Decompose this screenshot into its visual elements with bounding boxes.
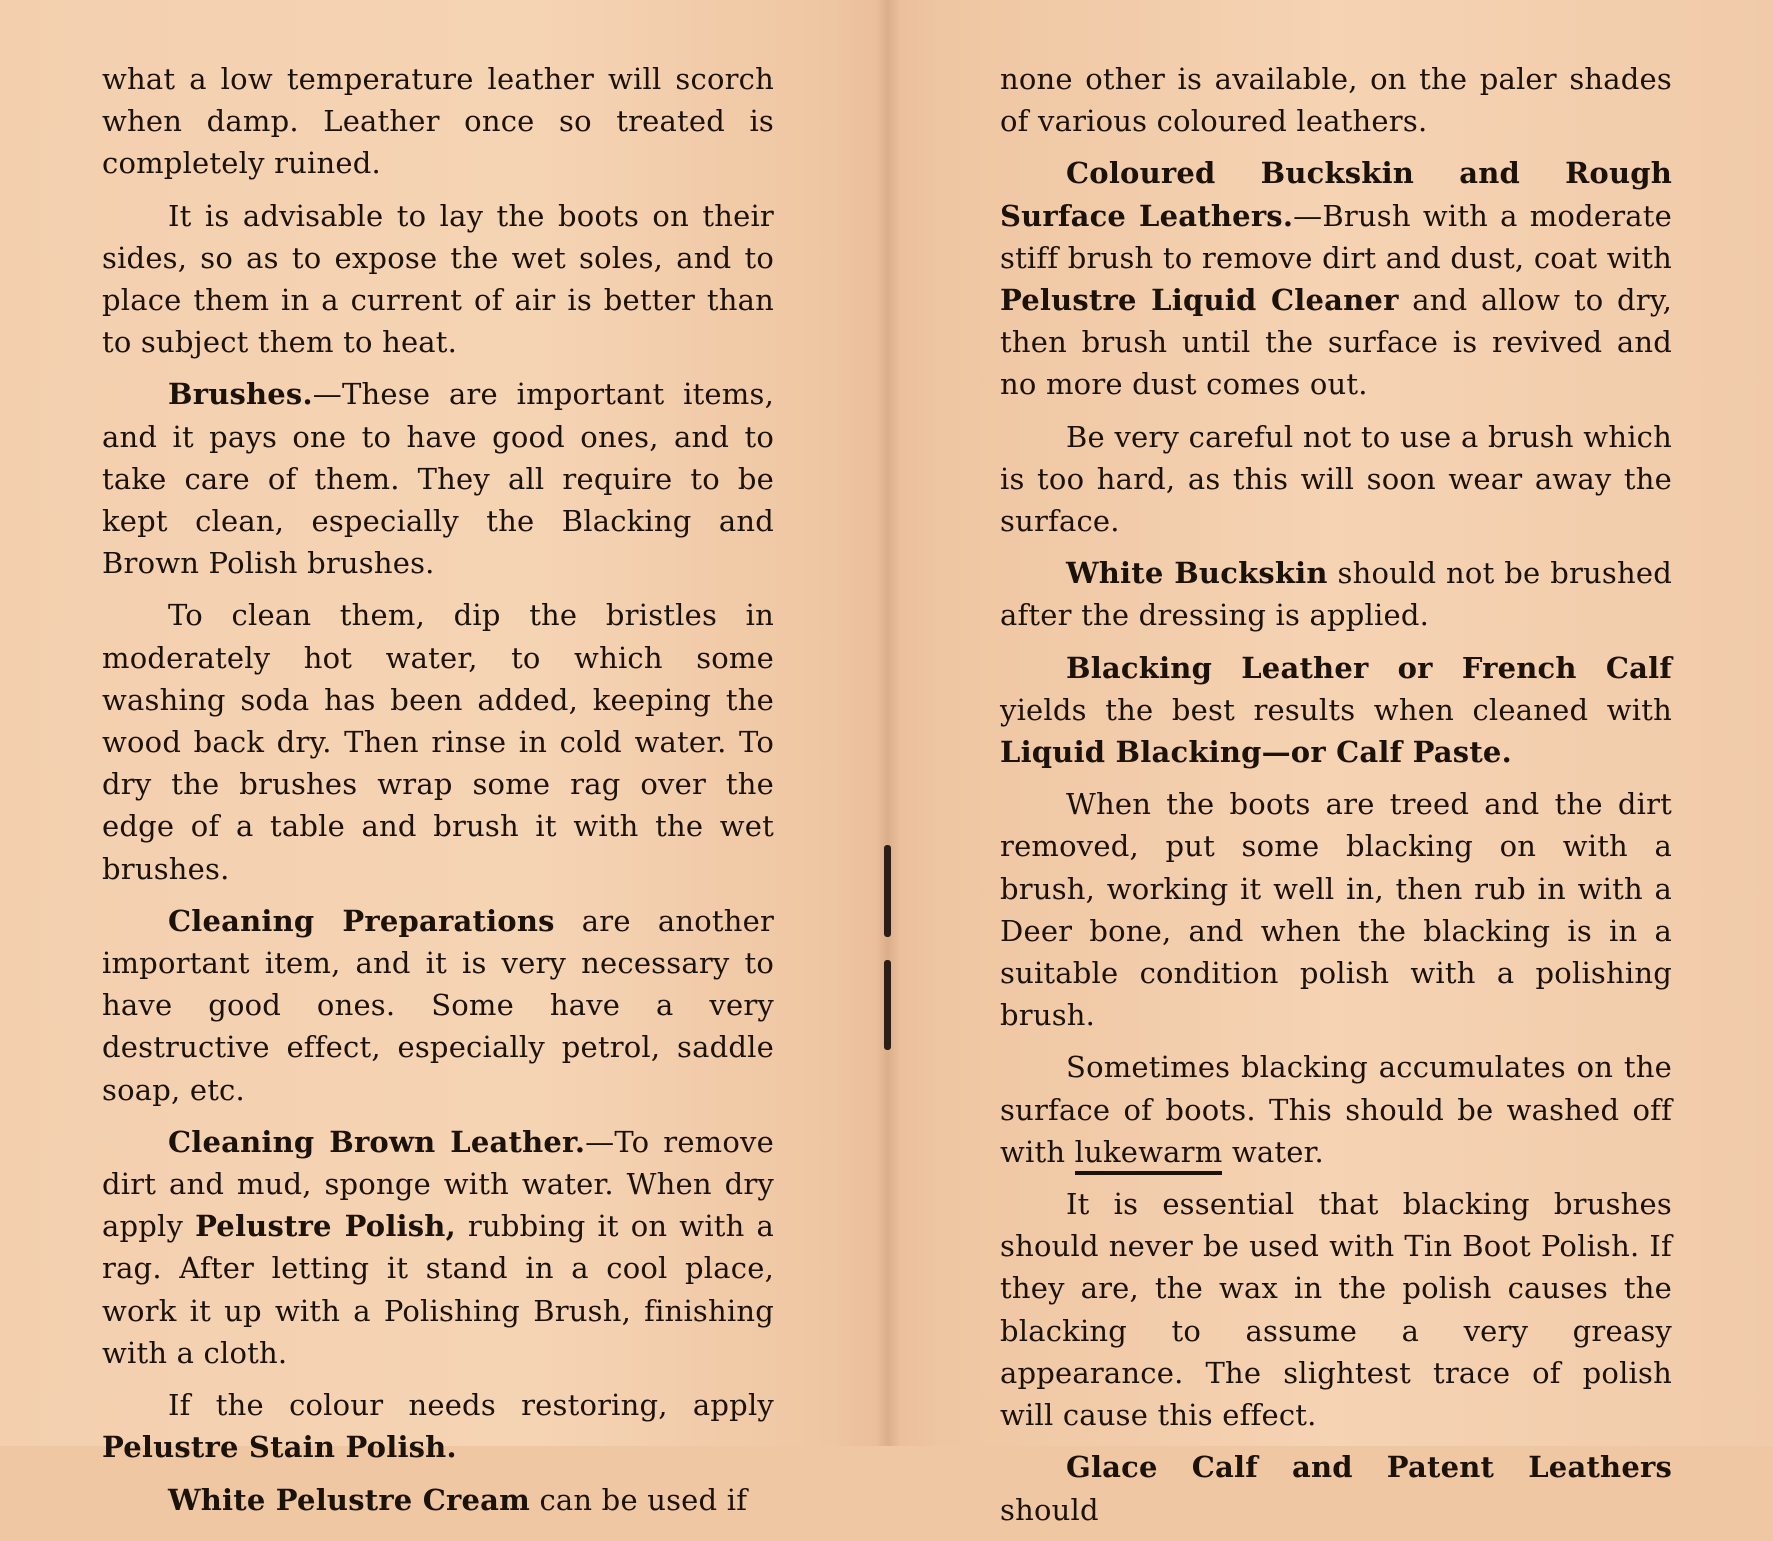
paragraph-brushes (102, 373, 774, 584)
paragraph-blacking-leather (1000, 647, 1672, 774)
paragraph-cleaning-brown-leather (102, 1121, 774, 1374)
heading-coloured-buckskin: Coloured Buckskin and Rough Surface Leathers. (1000, 156, 1672, 233)
left-page (102, 58, 774, 1531)
paragraph-text: should not be brushed after the dressing is applied. (1000, 556, 1673, 633)
paragraph-text: water. (1222, 1134, 1324, 1169)
paragraph-glace-calf (1000, 1446, 1672, 1530)
paragraph-text: If the colour needs restoring, apply (168, 1388, 774, 1423)
paragraph-text: yields the best results when cleaned with (1000, 692, 1672, 727)
heading-cleaning-preparations: Cleaning Preparations (168, 903, 555, 938)
paragraph: It is essential that blacking brushes should never be used with Tin Boot Polish. If they are, the wax in the polish causes the blacking to assume a very greasy appearance. The slightest trace of polish will cause this effect. (1000, 1187, 1672, 1433)
heading-glace-calf: Glace Calf and Patent Leathers (1066, 1450, 1672, 1485)
paragraph-cleaning-preparations (102, 900, 774, 1111)
heading-brushes: Brushes. (168, 377, 313, 412)
paragraph-text: are another important item, and it is very necessary to have good ones. Some have a very destructive effect, especially petrol, saddle soap, etc. (102, 903, 775, 1107)
paragraph-text: can be used if (530, 1482, 748, 1517)
page-fold (876, 0, 900, 1446)
paragraph-text: —To remove dirt and mud, sponge with water. When dry apply (102, 1124, 774, 1244)
paragraph: To clean them, dip the bristles in moderately hot water, to which some washing soda has been added, keeping the wood back dry. Then rinse in cold water. To dry the brushes wrap some rag over the edge of a table and brush it with the wet brushes. (102, 598, 774, 886)
paragraph: none other is available, on the paler shades of various coloured leathers. (1000, 62, 1672, 139)
product-name: Pelustre Stain Polish. (102, 1430, 457, 1465)
paragraph-text: and allow to dry, then brush until the surface is revived and no more dust comes out. (1000, 283, 1672, 402)
paragraph: When the boots are treed and the dirt removed, put some blacking on with a brush, working it well in, then rub in with a Deer bone, and when the blacking is in a suitable condition polish with a polishing brush. (1000, 787, 1672, 1033)
paragraph-white-cream (102, 1479, 774, 1521)
product-name: Liquid Blacking—or Calf Paste. (1000, 735, 1512, 770)
heading-cleaning-brown-leather: Cleaning Brown Leather. (168, 1124, 586, 1159)
paragraph-restoring (102, 1384, 774, 1468)
heading-blacking-leather: Blacking Leather or French Calf (1066, 650, 1672, 685)
product-name: Pelustre Polish, (195, 1209, 456, 1244)
paragraph-white-buckskin (1000, 552, 1672, 636)
underlined-word: lukewarm (1075, 1135, 1223, 1175)
staple-top (884, 845, 891, 937)
product-name: White Pelustre Cream (168, 1482, 531, 1517)
paragraph-text: —These are important items, and it pays one to have good ones, and to take care of them. They all require to be kept clean, especially the Blacking and Brown Polish brushes. (102, 377, 774, 581)
paragraph-text: —Brush with a moderate stiff brush to remove dirt and dust, coat with (1000, 198, 1672, 275)
staple-bottom (884, 960, 891, 1050)
paragraph: Be very careful not to use a brush which is too hard, as this will soon wear away the surface. (1000, 419, 1672, 539)
heading-white-buckskin: White Buckskin (1066, 556, 1328, 591)
paragraph-text: rubbing it on with a rag. After letting it stand in a cool place, work it up with a Polishing Brush, finishing with a cloth. (102, 1209, 774, 1370)
paragraph-text: Sometimes blacking accumulates on the surface of boots. This should be washed off with (1000, 1050, 1672, 1169)
paragraph-lukewarm (1000, 1046, 1672, 1173)
paragraph: It is advisable to lay the boots on their sides, so as to expose the wet soles, and to place them in a current of air is better than to subject them to heat. (102, 198, 774, 360)
paragraph-coloured-buckskin (1000, 152, 1672, 405)
paragraph-text: should (1000, 1492, 1099, 1527)
paragraph: what a low temperature leather will scorch when damp. Leather once so treated is completely ruined. (102, 62, 774, 181)
right-page (1000, 58, 1672, 1541)
product-name: Pelustre Liquid Cleaner (1000, 283, 1399, 318)
